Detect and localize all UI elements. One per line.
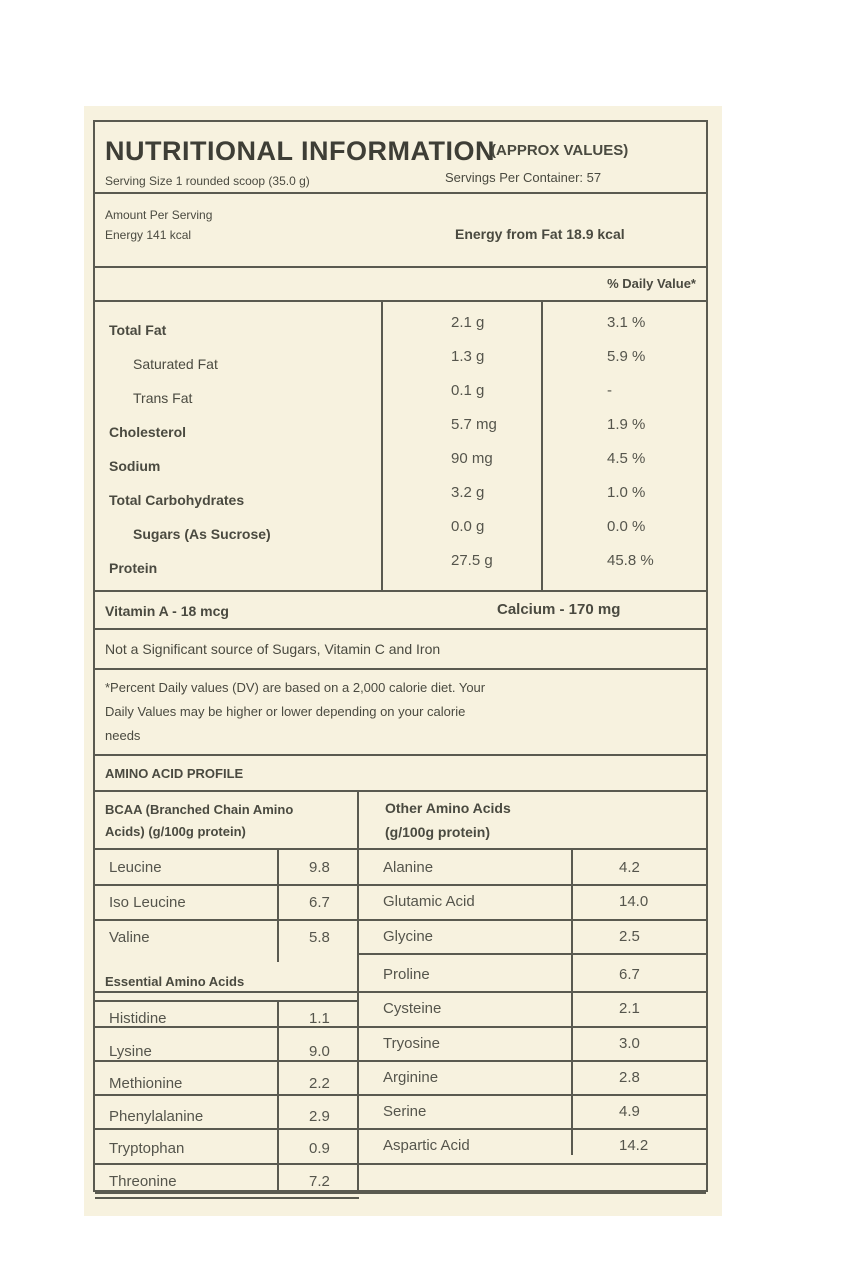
- bcaa-name: Valine: [109, 929, 150, 946]
- essential-value: 9.0: [309, 1042, 330, 1060]
- not-significant-note: Not a Significant source of Sugars, Vitamin C and Iron: [105, 641, 441, 657]
- nutrient-name: Total Carbohydrates: [109, 492, 245, 508]
- nutrient-daily-value: 1.9 %: [607, 416, 646, 433]
- other-amino-name: Proline: [383, 965, 430, 983]
- nutrient-daily-value: 1.0 %: [607, 484, 646, 501]
- vitamin-a: Vitamin A - 18 mcg: [105, 603, 229, 619]
- amino-grid: [95, 850, 706, 1194]
- amino-profile-title: AMINO ACID PROFILE: [105, 766, 244, 781]
- essential-header: Essential Amino Acids: [105, 974, 245, 989]
- bcaa-header-line-1: BCAA (Branched Chain Amino: [105, 802, 294, 817]
- other-amino-value: 6.7: [619, 965, 640, 983]
- essential-name: Methionine: [109, 1075, 183, 1092]
- other-amino-value: 4.9: [619, 1103, 640, 1121]
- bcaa-value: 9.8: [309, 859, 330, 876]
- servings-per-container: Servings Per Container: 57: [445, 170, 602, 185]
- nutrient-amount: 0.0 g: [451, 518, 485, 535]
- bcaa-name: Iso Leucine: [109, 894, 186, 911]
- nutrient-amount: 1.3 g: [451, 348, 485, 365]
- not-significant-row: [95, 630, 706, 670]
- other-amino-name: Arginine: [383, 1068, 439, 1086]
- nutrient-amount: 3.2 g: [451, 484, 485, 501]
- nutrients-table: [95, 302, 706, 592]
- other-header-line-2: (g/100g protein): [385, 824, 491, 840]
- nutrient-amount: 0.1 g: [451, 382, 485, 399]
- nutrient-daily-value: -: [607, 382, 612, 399]
- nutrient-daily-value: 4.5 %: [607, 450, 646, 467]
- essential-value: 0.9: [309, 1140, 330, 1157]
- nutrient-name: Sodium: [109, 458, 161, 474]
- calcium: Calcium - 170 mg: [497, 601, 621, 618]
- nutrition-panel: [93, 120, 708, 1192]
- essential-name: Histidine: [109, 1010, 167, 1027]
- other-header-line-1: Other Amino Acids: [385, 800, 511, 816]
- essential-value: 2.2: [309, 1075, 330, 1092]
- nutrient-name: Saturated Fat: [133, 356, 218, 372]
- nutrient-name: Cholesterol: [109, 424, 187, 440]
- amount-row: [95, 194, 706, 268]
- label-title: NUTRITIONAL INFORMATION: [105, 136, 495, 166]
- other-amino-name: Cysteine: [383, 1000, 442, 1018]
- energy-from-fat: Energy from Fat 18.9 kcal: [455, 226, 625, 242]
- amino-header-row: [95, 792, 706, 850]
- daily-value-row: [95, 268, 706, 302]
- bcaa-value: 6.7: [309, 894, 330, 911]
- other-amino-value: 2.8: [619, 1068, 640, 1086]
- other-amino-value: 2.5: [619, 927, 640, 945]
- amount-per-serving: Amount Per Serving: [105, 208, 213, 222]
- essential-name: Phenylalanine: [109, 1107, 204, 1125]
- nutrient-name: Protein: [109, 560, 158, 576]
- nutrient-daily-value: 0.0 %: [607, 518, 646, 535]
- bcaa-header-line-2: Acids) (g/100g protein): [105, 824, 246, 839]
- other-amino-value: 3.0: [619, 1034, 640, 1052]
- other-amino-value: 14.2: [619, 1137, 649, 1155]
- nutrient-name: Total Fat: [109, 322, 167, 338]
- bcaa-name: Leucine: [109, 859, 162, 876]
- other-amino-name: Alanine: [383, 859, 434, 876]
- bcaa-value: 5.8: [309, 929, 330, 946]
- essential-name: Tryptophan: [109, 1140, 185, 1157]
- essential-value: 7.2: [309, 1172, 330, 1190]
- other-amino-name: Tryosine: [383, 1034, 440, 1052]
- nutrient-daily-value: 5.9 %: [607, 348, 646, 365]
- nutrient-name: Sugars (As Sucrose): [133, 526, 271, 542]
- essential-name: Lysine: [109, 1042, 152, 1060]
- daily-value-header: % Daily Value*: [607, 276, 696, 291]
- nutrient-amount: 90 mg: [451, 450, 493, 467]
- energy: Energy 141 kcal: [105, 228, 192, 242]
- footnote-line-1: *Percent Daily values (DV) are based on a 2,000 calorie diet. Your: [105, 680, 486, 695]
- nutrient-daily-value: 3.1 %: [607, 314, 646, 331]
- essential-value: 1.1: [309, 1010, 330, 1027]
- header-row: [95, 122, 706, 194]
- footnote-row: [95, 670, 706, 756]
- nutrient-amount: 27.5 g: [451, 552, 493, 569]
- label-title-suffix: (APPROX VALUES): [491, 142, 629, 159]
- serving-size: Serving Size 1 rounded scoop (35.0 g): [105, 174, 310, 188]
- footnote-line-3: needs: [105, 728, 141, 743]
- other-amino-name: Aspartic Acid: [383, 1137, 470, 1155]
- nutrition-label: [84, 106, 722, 1216]
- other-amino-name: Glutamic Acid: [383, 893, 475, 911]
- nutrient-amount: 2.1 g: [451, 314, 485, 331]
- essential-name: Threonine: [109, 1172, 177, 1190]
- amino-profile-title-row: [95, 756, 706, 792]
- nutrient-amount: 5.7 mg: [451, 416, 497, 433]
- other-amino-name: Glycine: [383, 927, 434, 945]
- other-amino-name: Serine: [383, 1103, 427, 1121]
- other-amino-value: 4.2: [619, 859, 640, 876]
- other-amino-value: 14.0: [619, 893, 649, 911]
- vitamins-row: [95, 592, 706, 630]
- nutrient-daily-value: 45.8 %: [607, 552, 654, 569]
- other-amino-value: 2.1: [619, 1000, 640, 1018]
- nutrient-name: Trans Fat: [133, 390, 193, 406]
- essential-value: 2.9: [309, 1107, 330, 1125]
- footnote-line-2: Daily Values may be higher or lower depending on your calorie: [105, 704, 466, 719]
